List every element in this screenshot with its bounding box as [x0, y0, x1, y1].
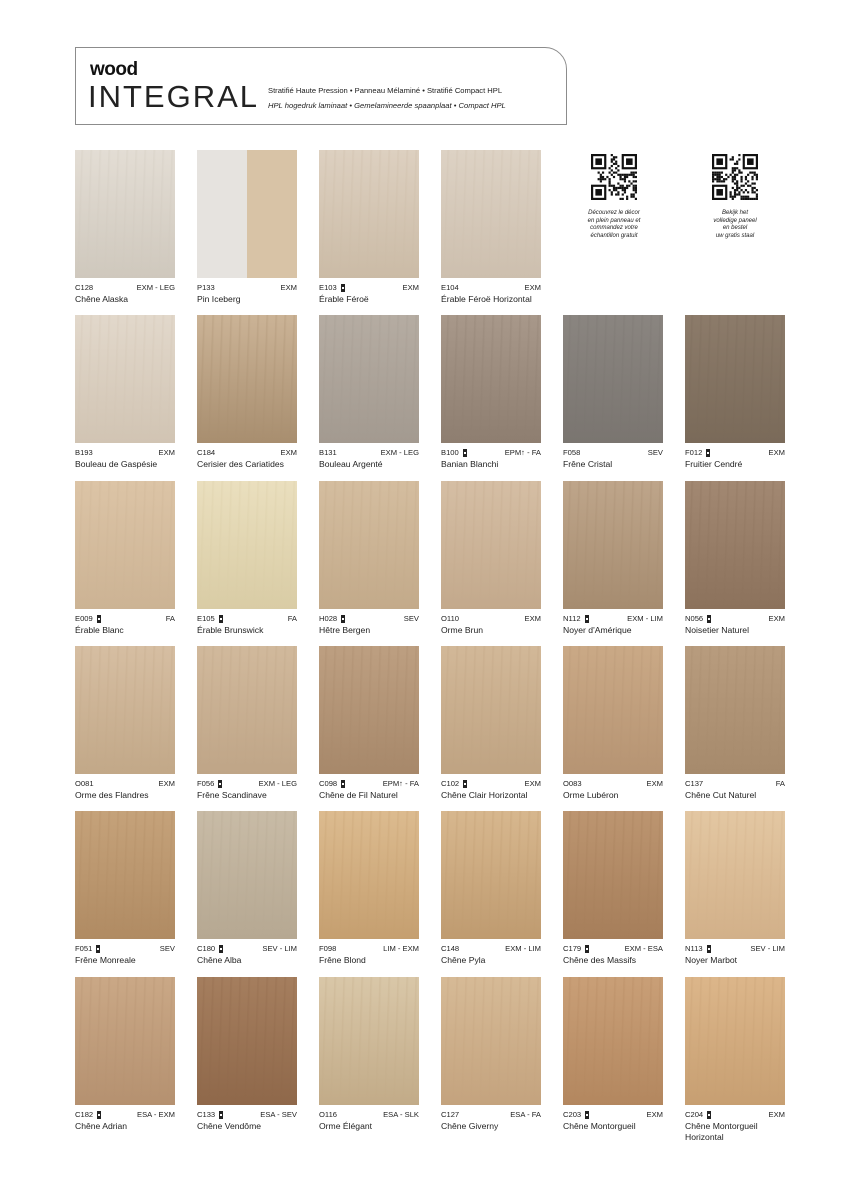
swatch-f056[interactable]: [197, 646, 297, 774]
qr-block-fr: [564, 154, 664, 240]
swatch-e009[interactable]: [75, 481, 175, 609]
swatch-code: E103: [319, 283, 337, 292]
swatch-name: Orme Lubéron: [563, 790, 619, 800]
swatch-f012[interactable]: [685, 315, 785, 443]
swatch-finish: EXM - LEG: [136, 283, 175, 292]
swatch-name: Chêne Clair Horizontal: [441, 790, 528, 800]
swatch-name: Frêne Scandinave: [197, 790, 267, 800]
swatch-name: Fruitier Cendré: [685, 459, 743, 469]
swatch-name: Chêne Adrian: [75, 1121, 128, 1131]
swatch-code: C133: [197, 1110, 216, 1119]
swatch-finish: SEV: [159, 944, 175, 953]
brand-header: [75, 47, 567, 125]
swatch-code: O081: [75, 779, 94, 788]
swatch-finish: EXM: [524, 283, 541, 292]
swatch-code: F056: [197, 779, 215, 788]
swatch-p133[interactable]: [197, 150, 297, 278]
swatch-name: Érable Brunswick: [197, 625, 264, 635]
swatch-code: C179: [563, 944, 582, 953]
fire-retardant-icon: [706, 449, 710, 457]
fire-retardant-icon: [585, 615, 589, 623]
fire-retardant-icon: [219, 945, 223, 953]
swatch-c133[interactable]: [197, 977, 297, 1105]
swatch-n056[interactable]: [685, 481, 785, 609]
swatch-name: Bouleau de Gaspésie: [75, 459, 158, 469]
swatch-c180[interactable]: [197, 811, 297, 939]
swatch-o083[interactable]: [563, 646, 663, 774]
swatch-caption: [563, 614, 663, 636]
swatch-code: N112: [563, 614, 581, 623]
swatch-f058[interactable]: [563, 315, 663, 443]
swatch-finish: EXM: [524, 779, 541, 788]
swatch-finish: ESA - FA: [510, 1110, 541, 1119]
swatch-caption: [197, 448, 297, 470]
swatch-finish: FA: [287, 614, 297, 623]
swatch-code: N113: [685, 944, 703, 953]
swatch-b131[interactable]: [319, 315, 419, 443]
swatch-name: Frêne Blond: [319, 955, 366, 965]
swatch-e105[interactable]: [197, 481, 297, 609]
swatch-caption: [685, 448, 785, 470]
swatch-finish: EPM↑ - FA: [504, 448, 541, 457]
swatch-code: C098: [319, 779, 338, 788]
swatch-name: Chêne Giverny: [441, 1121, 499, 1131]
swatch-finish: EXM - ESA: [624, 944, 663, 953]
swatch-finish: EXM - LEG: [380, 448, 419, 457]
swatch-finish: ESA - SLK: [383, 1110, 419, 1119]
swatch-code: N056: [685, 614, 704, 623]
swatch-finish: FA: [165, 614, 175, 623]
swatch-code: O110: [441, 614, 460, 623]
swatch-code: C102: [441, 779, 460, 788]
fire-retardant-icon: [707, 1111, 711, 1119]
fire-retardant-icon: [218, 780, 222, 788]
swatch-name: Chêne Pyla: [441, 955, 486, 965]
qr-code-icon[interactable]: [712, 154, 758, 200]
swatch-finish: FA: [775, 779, 785, 788]
swatch-n113[interactable]: [685, 811, 785, 939]
swatch-caption: [563, 779, 663, 801]
swatch-code: C127: [441, 1110, 460, 1119]
fire-retardant-icon: [219, 1111, 223, 1119]
swatch-caption: [563, 1110, 663, 1132]
fire-retardant-icon: [97, 1111, 101, 1119]
swatch-code: C137: [685, 779, 704, 788]
swatch-caption: [75, 614, 175, 636]
swatch-code: F012: [685, 448, 703, 457]
swatch-e104[interactable]: [441, 150, 541, 278]
swatch-code: C203: [563, 1110, 582, 1119]
swatch-code: B193: [75, 448, 93, 457]
swatch-finish: EXM: [768, 448, 785, 457]
swatch-c098[interactable]: [319, 646, 419, 774]
swatch-code: E105: [197, 614, 215, 623]
swatch-caption: [319, 614, 419, 636]
swatch-b193[interactable]: [75, 315, 175, 443]
fire-retardant-icon: [341, 780, 345, 788]
swatch-finish: EXM - LEG: [258, 779, 297, 788]
swatch-code: E104: [441, 283, 459, 292]
swatch-caption: [75, 1110, 175, 1132]
swatch-f098[interactable]: [319, 811, 419, 939]
swatch-name: Noyer d'Amérique: [563, 625, 632, 635]
swatch-code: H028: [319, 614, 338, 623]
swatch-o116[interactable]: [319, 977, 419, 1105]
swatch-name: Bouleau Argenté: [319, 459, 383, 469]
swatch-code: C204: [685, 1110, 704, 1119]
swatch-name: Cerisier des Cariatides: [197, 459, 284, 469]
swatch-n112[interactable]: [563, 481, 663, 609]
swatch-o110[interactable]: [441, 481, 541, 609]
swatch-caption: [197, 283, 297, 305]
swatch-caption: [685, 944, 785, 966]
swatch-finish: EXM: [280, 448, 297, 457]
swatch-o081[interactable]: [75, 646, 175, 774]
swatch-code: C148: [441, 944, 460, 953]
swatch-caption: [441, 1110, 541, 1132]
swatch-code: C182: [75, 1110, 94, 1119]
swatch-name: Chêne Montorgueil: [563, 1121, 636, 1131]
tagline-french: Stratifié Haute Pression • Panneau Mélaminé • Stratifié Compact HPL: [268, 86, 503, 95]
swatch-finish: ESA - EXM: [137, 1110, 175, 1119]
swatch-caption: [441, 944, 541, 966]
fire-retardant-icon: [707, 945, 711, 953]
swatch-finish: SEV - LIM: [750, 944, 785, 953]
swatch-caption: [197, 779, 297, 801]
swatch-code: O083: [563, 779, 582, 788]
fire-retardant-icon: [463, 780, 467, 788]
fire-retardant-icon: [341, 615, 345, 623]
fire-retardant-icon: [219, 615, 223, 623]
swatch-name: Frêne Monreale: [75, 955, 136, 965]
swatch-finish: EXM: [158, 448, 175, 457]
swatch-caption: [685, 779, 785, 801]
qr-caption-fr: Découvrez le décor en plein panneau et commandez votre échantillon gratuit: [587, 210, 641, 239]
swatch-finish: EXM: [524, 614, 541, 623]
swatch-name: Chêne Alba: [197, 955, 242, 965]
swatch-code: F051: [75, 944, 93, 953]
brand-wordmark-small: wood: [90, 59, 138, 80]
swatch-finish: SEV: [647, 448, 663, 457]
swatch-finish: EXM: [646, 1110, 663, 1119]
swatch-caption: [319, 283, 419, 305]
qr-caption-nl: Bekijk het volledige paneel en bestel uw gratis staal: [713, 210, 757, 239]
swatch-name: Érable Blanc: [75, 625, 124, 635]
swatch-b100[interactable]: [441, 315, 541, 443]
swatch-caption: [319, 1110, 419, 1132]
swatch-code: F098: [319, 944, 337, 953]
fire-retardant-icon: [585, 1111, 589, 1119]
swatch-finish: EXM: [402, 283, 419, 292]
swatch-finish: EXM: [768, 614, 785, 623]
swatch-caption: [441, 283, 541, 305]
swatch-name: Chêne Vendôme: [197, 1121, 262, 1131]
swatch-caption: [441, 779, 541, 801]
swatch-caption: [319, 944, 419, 966]
swatch-finish: EXM - LIM: [505, 944, 541, 953]
swatch-caption: [441, 448, 541, 470]
fire-retardant-icon: [707, 615, 711, 623]
swatch-c148[interactable]: [441, 811, 541, 939]
swatch-code: C184: [197, 448, 216, 457]
swatch-code: O116: [319, 1110, 338, 1119]
fire-retardant-icon: [341, 284, 345, 292]
swatch-c127[interactable]: [441, 977, 541, 1105]
swatch-name: Frêne Cristal: [563, 459, 613, 469]
tagline-dutch: HPL hogedruk laminaat • Gemelamineerde spaanplaat • Compact HPL: [268, 101, 506, 110]
swatch-c204[interactable]: [685, 977, 785, 1105]
swatch-c184[interactable]: [197, 315, 297, 443]
swatch-caption: [75, 283, 175, 305]
swatch-name: Orme Élégant: [319, 1121, 373, 1131]
swatch-caption: [197, 944, 297, 966]
swatch-name: Chêne Montorgueil Horizontal: [685, 1121, 758, 1142]
swatch-caption: [685, 1110, 785, 1142]
swatch-finish: EPM↑ - FA: [382, 779, 419, 788]
swatch-name: Chêne Alaska: [75, 294, 129, 304]
swatch-caption: [75, 944, 175, 966]
swatch-caption: [319, 448, 419, 470]
swatch-code: F058: [563, 448, 581, 457]
swatch-code: P133: [197, 283, 215, 292]
swatch-finish: EXM: [768, 1110, 785, 1119]
swatch-name: Orme des Flandres: [75, 790, 149, 800]
swatch-c179[interactable]: [563, 811, 663, 939]
swatch-name: Orme Brun: [441, 625, 484, 635]
fire-retardant-icon: [96, 945, 100, 953]
swatch-finish: ESA - SEV: [260, 1110, 297, 1119]
swatch-code: B131: [319, 448, 337, 457]
swatch-f051[interactable]: [75, 811, 175, 939]
swatch-name: Chêne Cut Naturel: [685, 790, 757, 800]
brand-wordmark-large: INTEGRAL: [88, 79, 260, 114]
swatch-finish: EXM: [646, 779, 663, 788]
fire-retardant-icon: [97, 615, 101, 623]
swatch-name: Noyer Marbot: [685, 955, 738, 965]
fire-retardant-icon: [463, 449, 467, 457]
swatch-caption: [441, 614, 541, 636]
qr-code-icon[interactable]: [591, 154, 637, 200]
swatch-name: Chêne des Massifs: [563, 955, 637, 965]
swatch-c102[interactable]: [441, 646, 541, 774]
swatch-caption: [319, 779, 419, 801]
swatch-caption: [75, 448, 175, 470]
swatch-c203[interactable]: [563, 977, 663, 1105]
swatch-caption: [197, 614, 297, 636]
swatch-c182[interactable]: [75, 977, 175, 1105]
swatch-name: Noisetier Naturel: [685, 625, 749, 635]
swatch-caption: [75, 779, 175, 801]
swatch-c128[interactable]: [75, 150, 175, 278]
swatch-c137[interactable]: [685, 646, 785, 774]
swatch-name: Chêne de Fil Naturel: [319, 790, 398, 800]
swatch-finish: SEV: [403, 614, 419, 623]
swatch-name: Pin Iceberg: [197, 294, 241, 304]
swatch-name: Érable Féroë: [319, 294, 369, 304]
swatch-caption: [563, 944, 663, 966]
swatch-code: B100: [441, 448, 459, 457]
swatch-finish: EXM - LIM: [627, 614, 663, 623]
swatch-finish: SEV - LIM: [262, 944, 297, 953]
swatch-h028[interactable]: [319, 481, 419, 609]
swatch-name: Banian Blanchi: [441, 459, 499, 469]
swatch-code: C128: [75, 283, 94, 292]
swatch-finish: EXM: [280, 283, 297, 292]
swatch-caption: [563, 448, 663, 470]
swatch-finish: LIM - EXM: [383, 944, 419, 953]
swatch-finish: EXM: [158, 779, 175, 788]
swatch-code: E009: [75, 614, 93, 623]
swatch-name: Hêtre Bergen: [319, 625, 371, 635]
swatch-caption: [197, 1110, 297, 1132]
fire-retardant-icon: [585, 945, 589, 953]
swatch-e103[interactable]: [319, 150, 419, 278]
swatch-code: C180: [197, 944, 216, 953]
swatch-name: Érable Féroë Horizontal: [441, 294, 532, 304]
qr-block-nl: [685, 154, 785, 240]
swatch-caption: [685, 614, 785, 636]
